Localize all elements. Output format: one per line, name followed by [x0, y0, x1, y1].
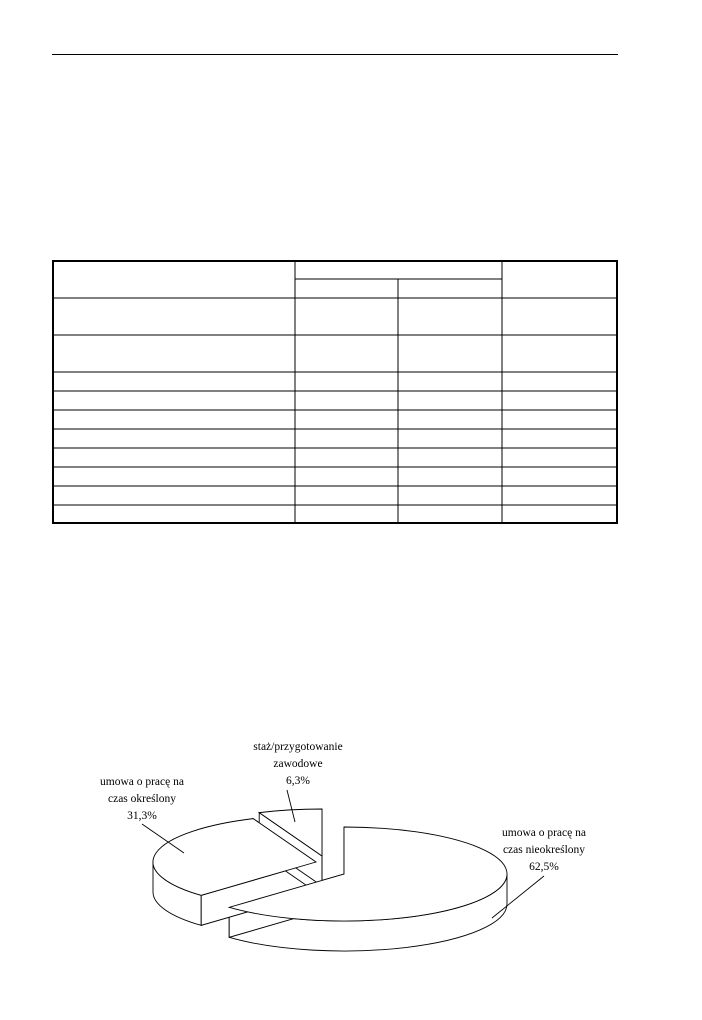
- pie-label-line: 6,3%: [286, 775, 310, 787]
- pie-label-line: umowa o pracę na: [100, 776, 184, 788]
- pie-label-line: 62,5%: [529, 861, 559, 873]
- pie-label-line: zawodowe: [273, 758, 323, 770]
- pie-label-line: czas określony: [107, 793, 177, 805]
- pie-label-line: 31,3%: [127, 810, 157, 822]
- pie-label-line: staż/przygotowanie: [253, 741, 343, 753]
- pie-label-line: czas nieokreślony: [502, 844, 586, 856]
- pie-label-line: umowa o pracę na: [502, 827, 586, 839]
